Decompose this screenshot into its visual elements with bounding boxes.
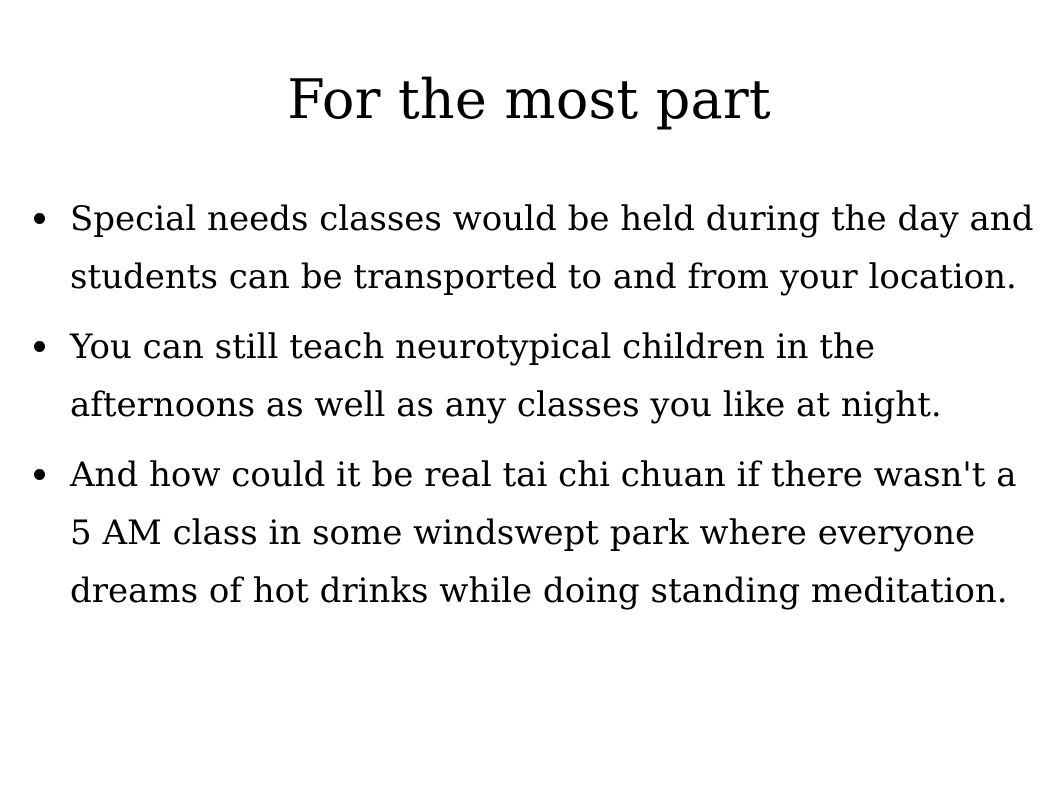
bullet-text: Special needs classes would be held during the day and students can be transported to and from your location. <box>70 199 1034 297</box>
bullet-text: And how could it be real tai chi chuan if there wasn't a 5 AM class in some windswept park where everyone dreams of hot drinks while doing standing meditation. <box>70 455 1017 611</box>
bullet-dot-icon <box>34 341 45 352</box>
bullet-text: You can still teach neurotypical children in the afternoons as well as any classes you like at night. <box>70 327 942 425</box>
bullet-dot-icon <box>34 213 45 224</box>
bullet-item <box>34 446 1034 620</box>
bullet-item <box>34 318 1034 434</box>
bullet-dot-icon <box>34 469 45 480</box>
bullet-item <box>34 190 1034 306</box>
bullet-list <box>34 190 1034 632</box>
slide-title: For the most part <box>287 68 771 131</box>
